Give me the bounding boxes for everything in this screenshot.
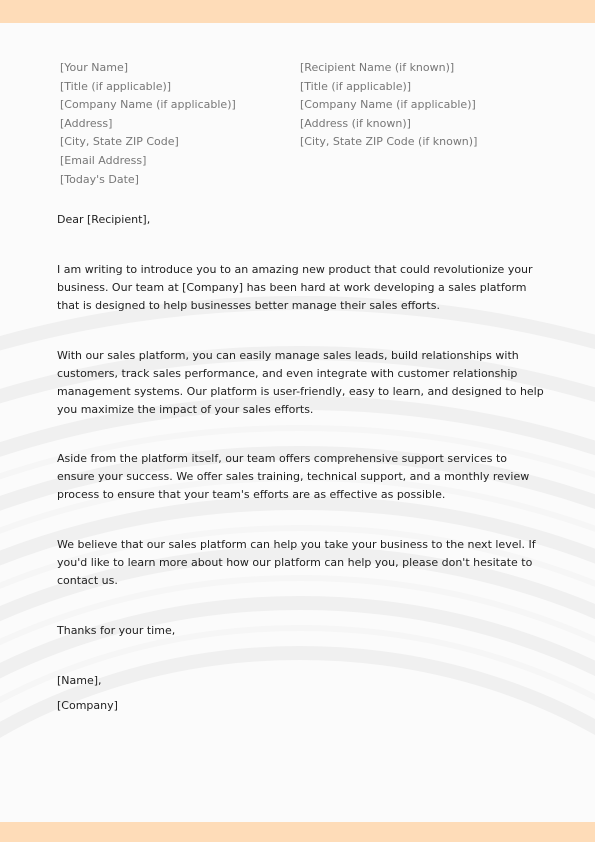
sender-city-state-zip: [City, State ZIP Code] (60, 135, 179, 149)
recipient-name: [Recipient Name (if known)] (300, 61, 455, 74)
letter-date: [Today's Date] (60, 172, 139, 186)
recipient-city-state-zip: [City, State ZIP Code (if known)] (300, 135, 478, 149)
body-paragraph-call-to-action: We believe that our sales platform can help you take your business to the next level. If you'd like to learn more about how our platform can help you, please don't hesitate to contact us. (57, 538, 536, 587)
recipient-address: [Address (if known)] (300, 116, 411, 130)
body-paragraph-features: With our sales platform, you can easily manage sales leads, build relationships with customers, track sales performance, and even integrate with customer relationship management systems. Our platform is user-friendly, easy to learn, and designed to help you maximize the impact of your sales efforts. (57, 349, 544, 416)
body-paragraph-support: Aside from the platform itself, our team offers comprehensive support services to ensure your success. We offer sales training, technical support, and a monthly review process to ensure that your team's efforts are as effective as possible. (57, 452, 530, 501)
recipient-company: [Company Name (if applicable)] (300, 98, 476, 112)
recipient-address-block (300, 59, 477, 152)
recipient-title: [Title (if applicable)] (300, 79, 412, 93)
closing: Thanks for your time, (57, 624, 176, 637)
top-accent-band (0, 0, 595, 23)
sender-address-block (60, 59, 236, 189)
body-paragraph-intro: I am writing to introduce you to an amazing new product that could revolutionize your business. Our team at [Company] has been hard at work developing a sales platform that is designed to help businesses better manage their sales efforts. (57, 263, 533, 312)
sender-company: [Company Name (if applicable)] (60, 98, 236, 112)
signature-company: [Company] (57, 699, 118, 712)
bottom-accent-band (0, 822, 595, 842)
sender-email: [Email Address] (60, 153, 147, 167)
signature-name: [Name], (57, 674, 102, 687)
sender-title: [Title (if applicable)] (60, 79, 172, 93)
sender-name: [Your Name] (60, 61, 129, 74)
greeting: Dear [Recipient], (57, 213, 151, 226)
sender-address: [Address] (60, 116, 113, 130)
